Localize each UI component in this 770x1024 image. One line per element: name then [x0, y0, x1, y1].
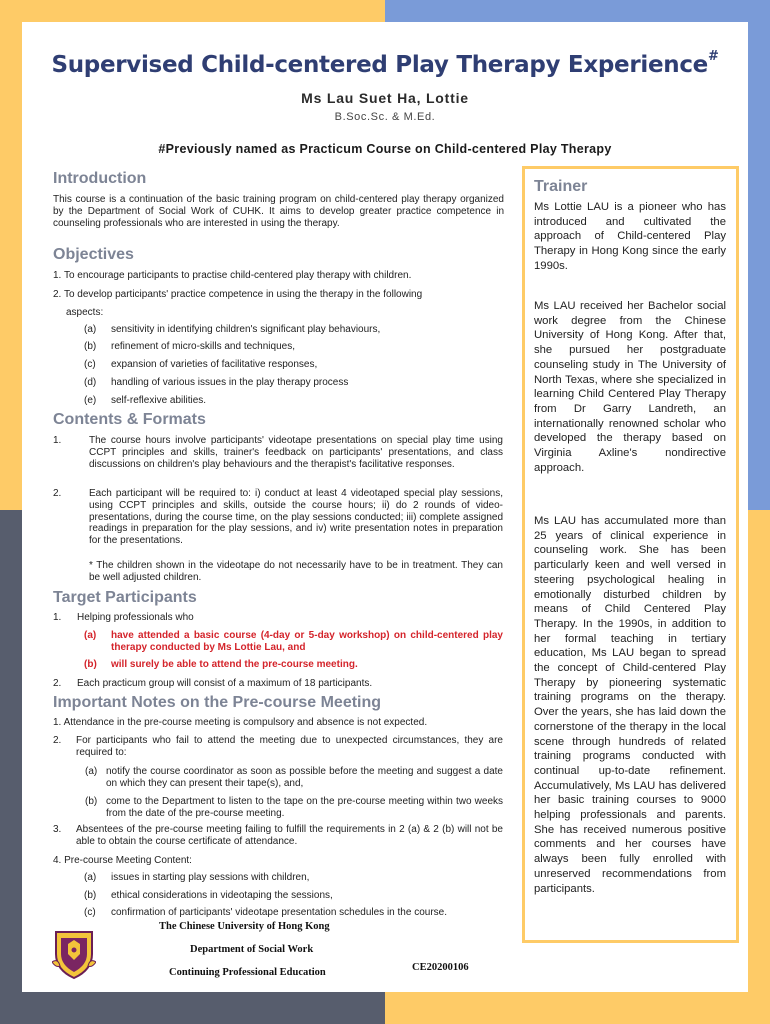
notes-item-2a-marker: (a) — [85, 766, 98, 777]
notes-heading: Important Notes on the Pre-course Meeting — [53, 694, 382, 711]
previous-name-note: #Previously named as Practicum Course on Child-centered Play Therapy — [158, 142, 612, 156]
aspect-marker: (e) — [84, 395, 97, 406]
target-b-text: will surely be able to attend the pre-course meeting. — [111, 659, 358, 670]
target-item-2-number: 2. — [53, 678, 62, 689]
notes-item-2-number: 2. — [53, 735, 62, 746]
cuhk-crest-icon — [52, 928, 96, 980]
content-text: confirmation of participants' videotape presentation schedules in the course. — [111, 907, 447, 918]
trainer-paragraph-2: Ms LAU received her Bachelor social work degree from the Chinese University of Hong Kong. After that, she pursued her postgraduate counseling study in The University of North Texas, where she specialized in learning Child Centered Play Therapy from Dr Garry Landreth, an internationally renowned scholar who developed the therapy based on Virginia Axline's nondirective approach. — [534, 300, 726, 474]
notes-item-1: 1. Attendance in the pre-course meeting is compulsory and absence is not expected. — [53, 717, 428, 728]
contents-item-2: Each participant will be required to: i) conduct at least 4 videotaped special play sessions, using CCPT principles and skills, outside the course hours; ii) do 2 rounds of video-presentations, during the course time, on the play sessions conducted; iii) complete assigned readings in preparation for the play sessions, and iv) write presentation notes in preparation for the presentations. — [89, 488, 503, 547]
trainer-paragraph-1: Ms Lottie LAU is a pioneer who has introduced and cultivated the approach of Child-centered Play Therapy in Hong Kong since the early 1990s. — [534, 201, 726, 272]
target-item-1-number: 1. — [53, 612, 62, 623]
content-text: issues in starting play sessions with children, — [111, 872, 310, 883]
aspect-text: handling of various issues in the play therapy process — [111, 377, 349, 388]
page-title: Supervised Child-centered Play Therapy Experience# — [51, 49, 719, 78]
aspect-marker: (c) — [84, 359, 96, 370]
objectives-heading: Objectives — [53, 246, 134, 263]
objective-item-2: 2. To develop participants' practice competence in using the therapy in the following — [53, 289, 423, 300]
aspect-text: refinement of micro-skills and techniques, — [111, 341, 295, 352]
aspect-text: expansion of varieties of facilitative responses, — [111, 359, 318, 370]
aspect-text: self-reflexive abilities. — [111, 395, 207, 406]
footer-course-code: CE20200106 — [412, 962, 469, 973]
trainer-paragraph-3: Ms LAU has accumulated more than 25 years of clinical experience in counseling work. She has been particularly keen and well versed in steering psychological healing in emotionally disturbed children by means of Child Centered Play Therapy. In the 1990s, in addition to her formal teaching in tertiary education, Ms LAU began to spread the concept of Child-centered Play Therapy by pioneering systematic training programs on the therapy. Over the years, she has laid down the cornerstone of the therapy in the local scene through hundreds of related training programs conducted with continual up-to-date refinement. Accumulatively, Ms LAU has delivered her basic training courses to 9000 helping professionals and parents. She has received numerous positive comments and her courses have always been fully enrolled with unreserved recommendations from participants. — [534, 515, 726, 895]
contents-note: * The children shown in the videotape do not necessarily have to be in treatment. They can be well adjusted children. — [89, 560, 503, 583]
introduction-text: This course is a continuation of the basic training program on child-centered play therapy organized by the Department of Social Work of CUHK. It aims to develop greater practice competence in counseling professionals who are interested in using the therapy. — [53, 194, 504, 229]
notes-item-2b-marker: (b) — [85, 796, 98, 807]
notes-item-2b: come to the Department to listen to the tape on the pre-course meeting within two weeks from the date of the pre-course meeting. — [106, 796, 503, 819]
footer-department: Department of Social Work — [190, 944, 314, 955]
content-marker: (b) — [84, 890, 97, 901]
contents-item-2-number: 2. — [53, 488, 62, 499]
notes-item-2: For participants who fail to attend the meeting due to unexpected circumstances, they are required to: — [76, 735, 503, 758]
footer-university: The Chinese University of Hong Kong — [159, 921, 330, 932]
target-b-marker: (b) — [84, 659, 97, 670]
notes-item-4: 4. Pre-course Meeting Content: — [53, 855, 192, 866]
contents-item-1: The course hours involve participants' videotape presentations on special play time using CCPT principles and skills, trainer's feedback on participants' presentations, and class discussions on children's play behaviours and the therapist's facilitative responses. — [89, 435, 503, 470]
footer-unit: Continuing Professional Education — [169, 967, 326, 978]
contents-heading: Contents & Formats — [53, 411, 206, 428]
author-degree: B.Soc.Sc. & M.Ed. — [334, 111, 436, 123]
trainer-heading: Trainer — [534, 178, 588, 195]
aspect-marker: (d) — [84, 377, 97, 388]
notes-item-3-number: 3. — [53, 824, 62, 835]
contents-item-1-number: 1. — [53, 435, 62, 446]
title-mark: # — [707, 49, 719, 65]
target-heading: Target Participants — [53, 589, 197, 606]
aspect-marker: (a) — [84, 324, 97, 335]
author-name: Ms Lau Suet Ha, Lottie — [301, 90, 469, 106]
target-item-1: Helping professionals who — [77, 612, 194, 623]
objective-item-2-cont: aspects: — [66, 307, 104, 318]
aspect-marker: (b) — [84, 341, 97, 352]
target-a-text: have attended a basic course (4-day or 5-day workshop) on child-centered play therapy conducted by Ms Lottie Lau, and — [111, 630, 503, 653]
objective-item-1: 1. To encourage participants to practise child-centered play therapy with children. — [53, 270, 412, 281]
target-item-2: Each practicum group will consist of a maximum of 18 participants. — [77, 678, 373, 689]
content-text: ethical considerations in videotaping the sessions, — [111, 890, 333, 901]
content-marker: (c) — [84, 907, 96, 918]
introduction-heading: Introduction — [53, 170, 147, 187]
notes-item-3: Absentees of the pre-course meeting failing to fulfill the requirements in 2 (a) & 2 (b) will not be able to obtain the course certificate of attendance. — [76, 824, 503, 847]
aspect-text: sensitivity in identifying children's significant play behaviours, — [111, 324, 381, 335]
notes-item-2a: notify the course coordinator as soon as possible before the meeting and suggest a date on which they can present their tape(s), and, — [106, 766, 503, 789]
target-a-marker: (a) — [84, 630, 97, 641]
content-marker: (a) — [84, 872, 97, 883]
